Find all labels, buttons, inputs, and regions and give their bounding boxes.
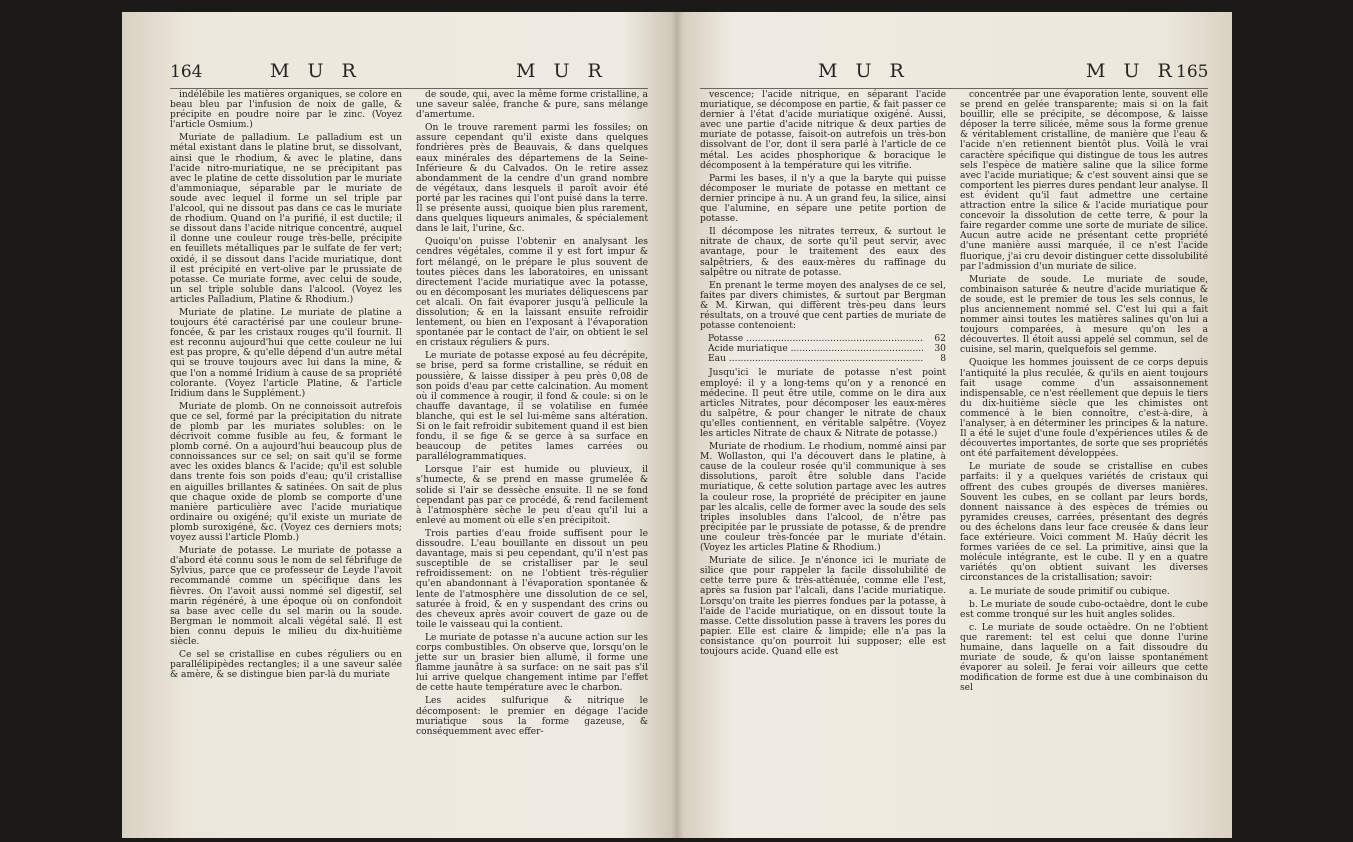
paragraph: Il décompose les nitrates terreux, & surtout le nitrate de chaux, de sorte qu'il peut servir, avec avantage, pour le traitement des eaux des salpêtriers, & des eaux-mères du raffinage du salpêtre ou nitrate de potasse. (700, 227, 946, 278)
paragraph: b. Le muriate de soude cubo-octaèdre, dont le cube est comme tronqué sur les huit angles solides. (960, 599, 1208, 620)
paragraph: vescence; l'acide nitrique, en séparant l'acide muriatique, se décompose en partie, & fait passer ce dernier à l'état d'acide muriatique oxigéné. Aussi, avec une partie d'acide nitrique & deux parties de muriate de potasse, faisoit-on autrefois un très-bon dissolvant de l'or, dont il sera parlé à l'article de ce métal. Les acides phosphorique & boracique le décomposent à la température qui les vitrifie. (700, 90, 946, 171)
right-page-column-1 (700, 90, 946, 660)
paragraph: Jusqu'ici le muriate de potasse n'est point employé: il y a long-tems qu'on y a renoncé en médecine. Il peut être utile, comme on le dira aux articles Nitrates, pour décomposer les eaux-mères du salpêtre, & pour changer le nitrate de chaux qu'elles contiennent, en véritable salpêtre. (Voyez les articles Nitrate de chaux & Nitrate de potasse.) (700, 368, 946, 439)
paragraph: Muriate de soude. Le muriate de soude, combinaison saturée & neutre d'acide muriatique & de soude, est le premier de tous les sels connus, le plus anciennement nommé sel. C'est lui qui a fait nommer ainsi toutes les matières salines qu'on lui a toujours comparées, à mesure qu'on les a découvertes. Il étoit aussi appelé sel commun, sel de cuisine, sel marin, quelquefois sel gemme. (960, 274, 1208, 356)
paragraph: Muriate de palladium. Le palladium est un métal existant dans le platine brut, se dissolvant, ainsi que le rhodium, & avec le platine, dans l'acide nitro-muriatique, ne se précipitant pas avec le platine de cette dissolution par le muriate d'ammoniaque, séparable par le muriate de soude avec lequel il forme un sel triple par l'alcool, qui ne dissout pas dans ce cas le muriate de rhodium. Quand on l'a purifié, il est ductile; il se dissout dans l'acide nitrique concentré, auquel il donne une couleur rouge très-belle, précipite en feuillets métalliques par le sulfate de fer vert; oxidé, il se dissout dans l'acide muriatique, dont il est précipité en vert-olive par le prussiate de potasse. Ce muriate forme, avec celui de soude, un sel triple soluble dans l'alcool. (Voyez les articles Palladium, Platine & Rhodium.) (170, 133, 402, 305)
paragraph: Parmi les bases, il n'y a que la baryte qui puisse décomposer le muriate de potasse en mettant ce dernier principe à nu. A un grand feu, la silice, ainsi que l'alumine, en sépare une petite portion de potasse. (700, 173, 946, 225)
paragraph: Ce sel se cristallise en cubes réguliers ou en parallélipipèdes rectangles; il a une saveur salée & amère, & se distingue bien par-là du muriate (170, 650, 402, 681)
paragraph: c. Le muriate de soude octaèdre. On ne l'obtient que rarement: tel est celui que donne l'urine humaine, dans laquelle on a fait dissoudre du muriate de soude, & qu'on laisse spontanément évaporer au soleil. Je ferai voir ailleurs que cette modification de forme est due à une combinaison du sel (960, 622, 1208, 694)
composition-table (708, 334, 946, 364)
left-page (122, 12, 670, 838)
left-page-header (122, 58, 670, 86)
header-rule-left (170, 88, 648, 89)
left-page-column-1 (170, 90, 402, 683)
running-head-left-1: M U R (270, 60, 362, 82)
page-number-right: 165 (1176, 62, 1209, 82)
paragraph: concentrée par une évaporation lente, souvent elle se prend en gelée transparente; mais si on la fait bouillir, elle se précipite, se décompose, & laisse déposer la terre silicée, même sous la forme grenue & véritablement cristalline, de manière que l'eau & l'acide n'en retiennent bientôt plus. Voilà le vrai caractère spécifique qui distingue de tous les autres sels l'espèce de matière saline que la silice forme avec l'acide muriatique; & c'est souvent ainsi que se comportent les pierres dures pendant leur analyse. Il est évident qu'il faut admettre une certaine attraction entre la silice & l'acide muriatique pour concevoir la dissolution de cette terre, & pour la faire regarder comme une sorte de muriate de silice. Aucun autre acide ne présentant cette propriété d'une manière aussi marquée, il ce n'est l'acide fluorique, j'ai cru devoir distinguer cette dissolubilité par l'admission d'un muriate de silice. (960, 90, 1208, 272)
paragraph: indélébile les matières organiques, se colore en beau bleu par l'infusion de noix de galle, & précipite en poudre noire par le zinc. (Voyez l'article Osmium.) (170, 90, 402, 131)
paragraph: Muriate de plomb. On ne connoissoit autrefois que ce sel, formé par la précipitation du nitrate de plomb par les muriates solubles: on le décrivoit comme fusible au feu, & formant le plomb corné. On a aujourd'hui beaucoup plus de connoissances sur ce sel; on sait qu'il se forme avec les oxides blancs & l'acide; qu'il est soluble dans trente fois son poids d'eau; qu'il cristallise en aiguilles brillantes & satinées. On sait de plus que chaque oxide de plomb se comporte d'une manière particulière avec l'acide muriatique ordinaire ou oxigéné; qu'il existe un muriate de plomb suroxigéné, &c. (Voyez ces derniers mots; voyez aussi l'article Plomb.) (170, 401, 402, 544)
running-head-right-2: M U R (1086, 60, 1178, 82)
paragraph: Le muriate de potasse exposé au feu décrépite, se brise, perd sa forme cristalline, se réduit en poussière, & laisse dissiper à peu près 0,08 de son poids d'eau par cette calcination. Au moment où il commence à rougir, il fond & coule: si on le chauffe davantage, il se volatilise en fumée blanche, qui est le sel lui-même sans altération. Si on le fait refroidir subitement quand il est bien fondu, il se fige & se gerce à sa surface en beaucoup de petites lames carrées ou parallélogrammatiques. (416, 351, 648, 463)
paragraph: Muriate de potasse. Le muriate de potasse a d'abord été connu sous le nom de sel fébrifuge de Sylvius, parce que ce professeur de Leyde l'avoit recommandé comme un spécifique dans les fièvres. On l'avoit aussi nommé sel digestif, sel marin régénéré, à une époque où on confondoit sa base avec celle du sel marin ou la soude. Bergman le nommoit alcali végétal salé. Il est bien connu depuis le milieu du dix-huitième siècle. (170, 546, 402, 647)
table-row: Acide muriatique ..... 30 (708, 344, 946, 354)
right-page-header (678, 58, 1232, 86)
paragraph: En prenant le terme moyen des analyses de ce sel, faites par divers chimistes, & surtout par Bergman & M. Kirwan, qui diffèrent très-peu dans leurs résultats, on a trouvé que cent parties de muriate de potasse contenoient: (700, 280, 946, 332)
table-row: Eau ..... 8 (708, 354, 946, 364)
paragraph: Le muriate de potasse n'a aucune action sur les corps combustibles. On observe que, lorsqu'on le jette sur un brasier bien allumé, il forme une flamme jaunâtre à sa surface: on ne sait pas s'il lui arrive quelque changement intime par l'effet de cette haute température avec le charbon. (416, 632, 648, 694)
header-rule-right (700, 88, 1208, 89)
paragraph: Le muriate de soude se cristallise en cubes parfaits: il y a quelques variétés de cristaux qui offrent des cubes groupés de diverses manières. Souvent les cubes, en se collant par leurs bords, donnent naissance à des espèces de trémies ou pyramides creuses, carrées, présentant des degrés ou des échelons dans leur face creusée & dans leur face extérieure. Voici comment M. Haüy décrit les formes variées de ce sel. La primitive, ainsi que la molécule intégrante, est le cube. Il y en a quatre variétés qu'on obtient suivant les diverses circonstances de la cristallisation; savoir: (960, 462, 1208, 584)
running-head-right-1: M U R (818, 60, 910, 82)
page-number-left: 164 (170, 62, 203, 82)
paragraph: Lorsque l'air est humide ou pluvieux, il s'humecte, & se prend en masse grumelée & solide si l'air se dessèche ensuite. Il ne se fond cependant pas par ce procédé, & rend facilement à l'atmosphère sèche le peu d'eau qu'il lui a enlevé au moment où elle s'en précipitoit. (416, 465, 648, 526)
open-book (122, 12, 1232, 838)
paragraph: Muriate de platine. Le muriate de platine a toujours été caractérisé par une couleur brune-foncée, & par les cristaux rouges qu'il fournit. Il est reconnu aujourd'hui que cette couleur ne lui est pas propre, & qu'elle dépend d'un autre métal qui se trouve toujours avec lui dans la mine, & que l'on a nommé Iridium à cause de sa propriété colorante. (Voyez l'article Platine, & l'article Iridium dans le Supplément.) (170, 307, 402, 399)
right-page (678, 12, 1232, 838)
right-page-column-2 (960, 90, 1208, 696)
table-row: Potasse ..... 62 (708, 334, 946, 344)
paragraph: a. Le muriate de soude primitif ou cubique. (969, 586, 1170, 597)
paragraph: Quoiqu'on puisse l'obtenir en analysant les cendres végétales, comme il y est fort impur & fort mélangé, on le prépare le plus souvent de toutes pièces dans les laboratoires, en unissant directement l'acide muriatique avec la potasse, ou en décomposant les muriates déliquescens par cet alcali. On fait évaporer jusqu'à pellicule la dissolution; & en la laissant ensuite refroidir lentement, ou bien en l'exposant à l'évaporation spontanée par le contact de l'air, on obtient le sel en cristaux réguliers & purs. (416, 237, 648, 349)
paragraph: Quoique les hommes jouissent de ce corps depuis l'antiquité la plus reculée, & qu'ils en aient toujours fait usage comme d'un assaisonnement indispensable, ce n'est réellement que depuis le tiers du dix-huitième siècle que les chimistes ont commencé à le bien connoître, c'est-à-dire, à l'analyser, à en déterminer les principes & la nature. Il a été le sujet d'une foule d'expériences utiles & de découvertes importantes, de sorte que ses propriétés ont été parfaitement développées. (960, 358, 1208, 460)
paragraph: On le trouve rarement parmi les fossiles; on assure cependant qu'il existe dans quelques fondrières près de Beauvais, & dans quelques eaux minérales des départemens de la Seine-Inférieure & du Calvados. On le retire assez abondamment de la cendre d'un grand nombre de végétaux, dans lesquels il paroît avoir été porté par les racines qui l'ont puisé dans la terre. Il se présente aussi, quoique bien plus rarement, dans quelques liqueurs animales, & spécialement dans le lait, l'urine, &c. (416, 123, 648, 235)
running-head-left-2: M U R (516, 60, 608, 82)
paragraph: Trois parties d'eau froide suffisent pour le dissoudre. L'eau bouillante en dissout un peu davantage, mais si peu cependant, qu'il n'est pas susceptible de se cristalliser par le seul refroidissement: on ne l'obtient très-régulier qu'en abandonnant à l'évaporation spontanée & lente de l'atmosphère une dissolution de ce sel, saturée à froid, & en y suspendant des crins ou des cheveux après avoir couvert de gaze ou de toile le vaisseau qui la contient. (416, 528, 648, 630)
paragraph: Les acides sulfurique & nitrique le décomposent: le premier en dégage l'acide muriatique sous la forme gazeuse, & conséquemment avec effer- (416, 696, 648, 737)
left-page-column-2 (416, 90, 648, 740)
paragraph: Muriate de rhodium. Le rhodium, nommé ainsi par M. Wollaston, qui l'a découvert dans le platine, à cause de la couleur rosée qu'il communique à ses dissolutions, paroît être soluble dans l'acide muriatique, & cette solution partage avec les autres la couleur rose, la propriété de précipiter en jaune par les alcalis, celle de former avec la soude des sels triples insolubles dans l'alcool, de n'être pas précipitée par le prussiate de potasse, & de prendre une couleur très-foncée par le muriate d'étain. (Voyez les articles Platine & Rhodium.) (700, 442, 946, 554)
paragraph: Muriate de silice. Je n'énonce ici le muriate de silice que pour rappeler la facile dissolubilité de cette terre pure & très-atténuée, comme elle l'est, après sa fusion par l'alcali, dans l'acide muriatique. Lorsqu'on traite les pierres fondues par la potasse, à l'aide de l'acide muriatique, on en dissout toute la masse. Cette dissolution passe à travers les pores du papier. Elle est claire & limpide; elle n'a pas la consistance qu'on pourroit lui supposer; elle est toujours acide. Quand elle est (700, 556, 946, 657)
paragraph: de soude, qui, avec la même forme cristalline, a une saveur salée, franche & pure, sans mélange d'amertume. (416, 90, 648, 121)
